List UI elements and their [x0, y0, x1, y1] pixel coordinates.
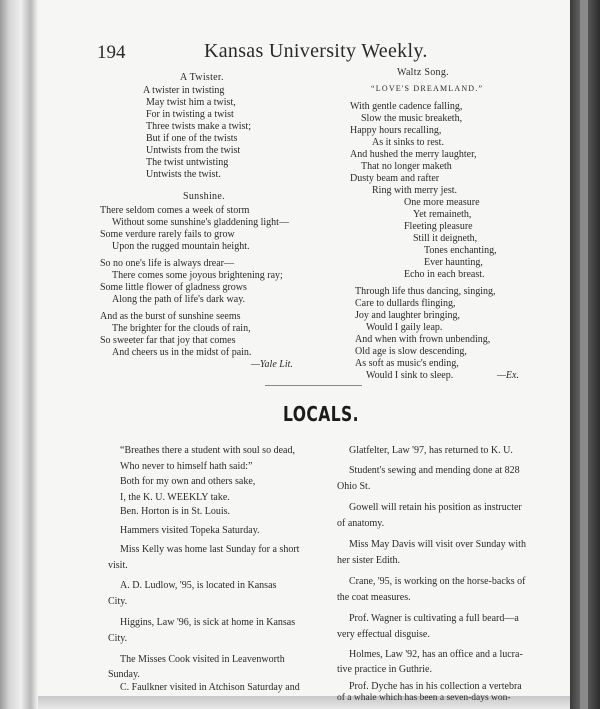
locals-item-line: Higgins, Law '96, is sick at home in Kansas [120, 617, 296, 628]
poem-line: For in twisting a twist [146, 109, 234, 120]
locals-item-line: Ben. Horton is in St. Louis. [120, 506, 231, 517]
poem-line: Tones enchanting, [424, 245, 497, 256]
poem-line: There comes some joyous brightening ray; [112, 270, 283, 281]
poem-sunshine-attribution: —Yale Lit. [251, 359, 293, 370]
locals-item [337, 574, 537, 605]
locals-item [108, 443, 332, 505]
poem-line: Three twists make a twist; [146, 121, 251, 132]
locals-item-line: City. [108, 595, 128, 607]
poem-line: Along the path of life's dark way. [112, 294, 246, 305]
poem-line: Joy and laughter bringing, [355, 310, 460, 321]
poem-line: So no one's life is always drear— [100, 258, 234, 269]
poem-line: Care to dullards flinging, [355, 298, 456, 309]
poem-line: Through life thus dancing, singing, [355, 286, 496, 297]
poem-line: But if one of the twists [146, 133, 238, 144]
locals-item-line: “Breathes there a student with soul so dead, [120, 445, 295, 456]
poem-line: Old age is slow descending, [355, 346, 467, 357]
locals-item [337, 463, 537, 494]
book-spine [0, 0, 38, 709]
locals-item [108, 578, 332, 609]
locals-item-line: her sister Edith. [337, 554, 401, 566]
poem-line: With gentle cadence falling, [350, 101, 463, 112]
poem-line: Some little flower of gladness grows [100, 282, 247, 293]
locals-item-line: Prof. Wagner is cultivating a full beard—a [349, 613, 519, 624]
poem-line: Would I gaily leap. [366, 322, 443, 333]
section-divider [265, 385, 362, 386]
poem-line: And when with frown unbending, [355, 334, 491, 345]
poem-line: As it sinks to rest. [372, 137, 444, 148]
locals-item-cont [337, 693, 537, 703]
poem-line: Untwists the twist. [146, 169, 221, 180]
poem-line: There seldom comes a week of storm [100, 205, 250, 216]
page-number: 194 [97, 42, 126, 63]
poem-line: Fleeting pleasure [404, 221, 473, 232]
locals-item-line: the coat measures. [337, 591, 411, 603]
locals-item [337, 443, 537, 459]
locals-item [337, 681, 537, 693]
locals-item [337, 611, 537, 642]
next-page-edge [580, 0, 588, 709]
locals-item-cont [337, 662, 537, 678]
poem-line: The brighter for the clouds of rain, [112, 323, 251, 334]
locals-item-line: City. [108, 632, 128, 644]
locals-item-line: Sunday. [108, 669, 140, 680]
poem-line: Still it deigneth, [413, 233, 478, 244]
locals-item-line: Prof. Dyche has in his collection a vertebra [349, 681, 522, 692]
locals-item [337, 537, 537, 568]
poem-line: Without some sunshine's gladdening light— [112, 217, 289, 228]
poem-line: Would I sink to sleep. [366, 370, 454, 381]
poem-line: Untwists from the twist [146, 145, 241, 156]
locals-item-line: tive practice in Guthrie. [337, 664, 432, 675]
poem-line: And cheers us in the midst of pain. [112, 347, 252, 358]
locals-item [108, 615, 332, 646]
poem-line: That no longer maketh [361, 161, 452, 172]
poem-line: Ever haunting, [424, 257, 483, 268]
locals-item-line: A. D. Ludlow, '95, is located in Kansas [120, 580, 277, 591]
poem-waltz-subtitle: “LOVE'S DREAMLAND.” [371, 84, 484, 93]
locals-item [108, 504, 332, 520]
poem-line: Ring with merry jest. [372, 185, 457, 196]
locals-item-line: Hammers visited Topeka Saturday. [120, 525, 260, 536]
poem-line: So sweeter far that joy that comes [100, 335, 236, 346]
locals-item-line: Student's sewing and mending done at 828 [349, 465, 520, 476]
right-page-edge [570, 0, 600, 709]
locals-item-line: very effectual disguise. [337, 628, 430, 640]
poem-line: One more measure [404, 197, 480, 208]
locals-heading: LOCALS. [283, 402, 360, 426]
locals-item [108, 523, 332, 539]
poem-waltz-title: Waltz Song. [397, 67, 449, 78]
locals-item-line: of anatomy. [337, 517, 385, 529]
locals-item [337, 500, 537, 531]
running-title: Kansas University Weekly. [204, 40, 428, 62]
poem-twister-title: A Twister. [180, 72, 224, 83]
locals-item-line: Glatfelter, Law '97, has returned to K. U. [349, 445, 513, 456]
locals-item-line: C. Faulkner visited in Atchison Saturday and [120, 682, 300, 693]
poem-line: Upon the rugged mountain height. [112, 241, 250, 252]
locals-item-line: Ohio St. [337, 480, 371, 492]
poem-line: The twist untwisting [146, 157, 229, 168]
locals-item-line: Miss Kelly was home last Sunday for a short [120, 544, 300, 555]
poem-line: May twist him a twist, [146, 97, 236, 108]
poem-line: Slow the music breaketh, [361, 113, 463, 124]
poem-line: Yet remaineth, [413, 209, 472, 220]
poem-line: A twister in twisting [143, 85, 225, 96]
poem-line: Dusty beam and rafter [350, 173, 440, 184]
locals-item-cont [108, 667, 332, 683]
poem-line: And hushed the merry laughter, [350, 149, 477, 160]
poem-line: Echo in each breast. [404, 269, 485, 280]
locals-item-line: The Misses Cook visited in Leavenworth [120, 654, 285, 665]
locals-item-line: Holmes, Law '92, has an office and a lucra- [349, 649, 523, 660]
locals-item [108, 542, 332, 573]
locals-item [108, 682, 332, 694]
locals-item-line: I, the K. U. WEEKLY take. [120, 491, 230, 503]
locals-item-line: Who never to himself hath said:” [120, 460, 253, 472]
locals-item-line: Gowell will retain his position as instructer [349, 502, 522, 513]
locals-item-line: visit. [108, 559, 128, 571]
locals-item-line: Crane, '95, is working on the horse-backs of [349, 576, 526, 587]
poem-line: Some verdure rarely fails to grow [100, 229, 235, 240]
poem-waltz-attribution: —Ex. [497, 370, 519, 381]
locals-item [337, 647, 537, 663]
poem-sunshine-title: Sunshine. [183, 191, 225, 202]
locals-item-line: Both for my own and others sake, [120, 476, 256, 487]
poem-line: And as the burst of sunshine seems [100, 311, 241, 322]
locals-item-line: of a whale which has been a seven-days won- [337, 693, 511, 703]
poem-line: As soft as music's ending, [355, 358, 459, 369]
locals-item-line: Miss May Davis will visit over Sunday with [349, 539, 526, 550]
locals-item [108, 652, 332, 668]
poem-line: Happy hours recalling, [350, 125, 442, 136]
